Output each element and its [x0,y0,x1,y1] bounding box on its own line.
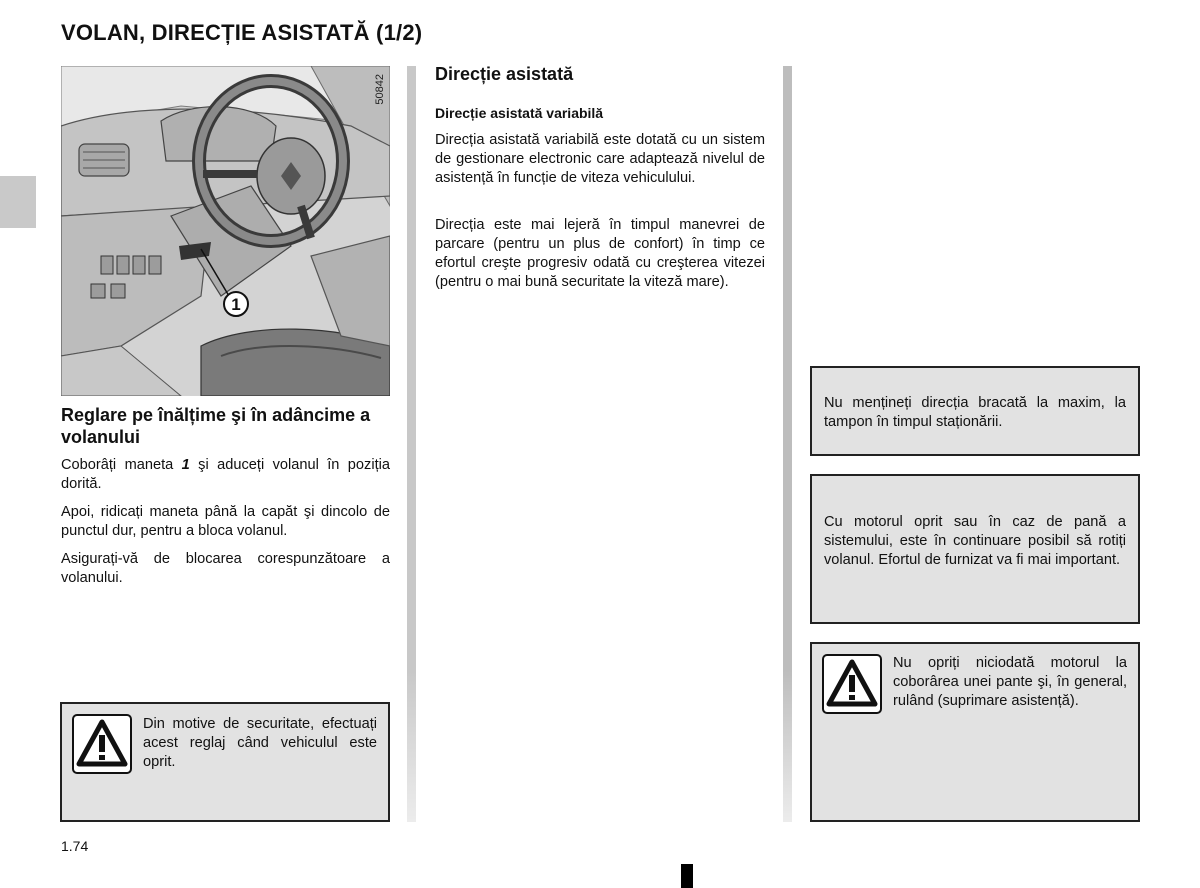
section-heading-power-steering: Direcție asistată [435,64,574,84]
note-box [810,366,1140,456]
note-box [810,474,1140,624]
steering-wheel-illustration [61,66,390,396]
image-code: 50842 [374,74,386,105]
paragraph [61,456,390,494]
callout-label: 1 [231,295,241,314]
warning-box [810,642,1140,822]
page-title: VOLAN, DIRECȚIE ASISTATĂ (1/2) [61,20,423,45]
paragraph: Direcția este mai lejeră în timpul manevrei de parcare (pentru un plus de confort) în timp ce efortul creşte progresiv odată cu creşterea vitezei (pentru o mai bună securitate la viteză mare). [435,217,765,290]
warning-text: Nu opriți niciodată motorul la coborârea unei pante şi, în general, rulând (suprimare asistență). [893,655,1127,709]
paragraph: Direcția asistată variabilă este dotată cu un sistem de gestionare electronic care adaptează nivelul de asistență în funcție de viteza vehiculului. [435,132,765,186]
warning-triangle-icon [72,714,132,774]
warning-box [60,702,390,822]
section-tab [0,176,36,228]
print-mark [681,864,693,888]
column-divider [407,66,416,822]
paragraph-text: Coborâți maneta [61,457,182,473]
warning-text: Din motive de securitate, efectuați acest reglaj când vehiculul este oprit. [143,716,377,770]
paragraph: Apoi, ridicați maneta până la capăt şi dincolo de punctul dur, pentru a bloca volanul. [61,504,390,539]
section-heading-steering-adjust: Reglare pe înălțime şi în adâncime a volanului [61,405,371,447]
subsection-heading: Direcție asistată variabilă [435,105,604,121]
cockpit-drawing [61,66,390,396]
page-number: 1.74 [61,838,89,854]
paragraph: Asigurați-vă de blocarea corespunzătoare a volanului. [61,551,390,586]
callout-reference: 1 [181,457,190,473]
note-text: Nu mențineți direcția bracată la maxim, la tampon în timpul staționării. [824,395,1126,430]
column-divider [783,66,792,822]
note-text: Cu motorul oprit sau în caz de pană a sistemului, este în continuare posibil să rotiți volanul. Efortul de furnizat va fi mai important. [824,514,1126,568]
paragraph-text: şi aduceți volanul în poziția dorită. [61,457,390,492]
warning-triangle-icon [822,654,882,714]
